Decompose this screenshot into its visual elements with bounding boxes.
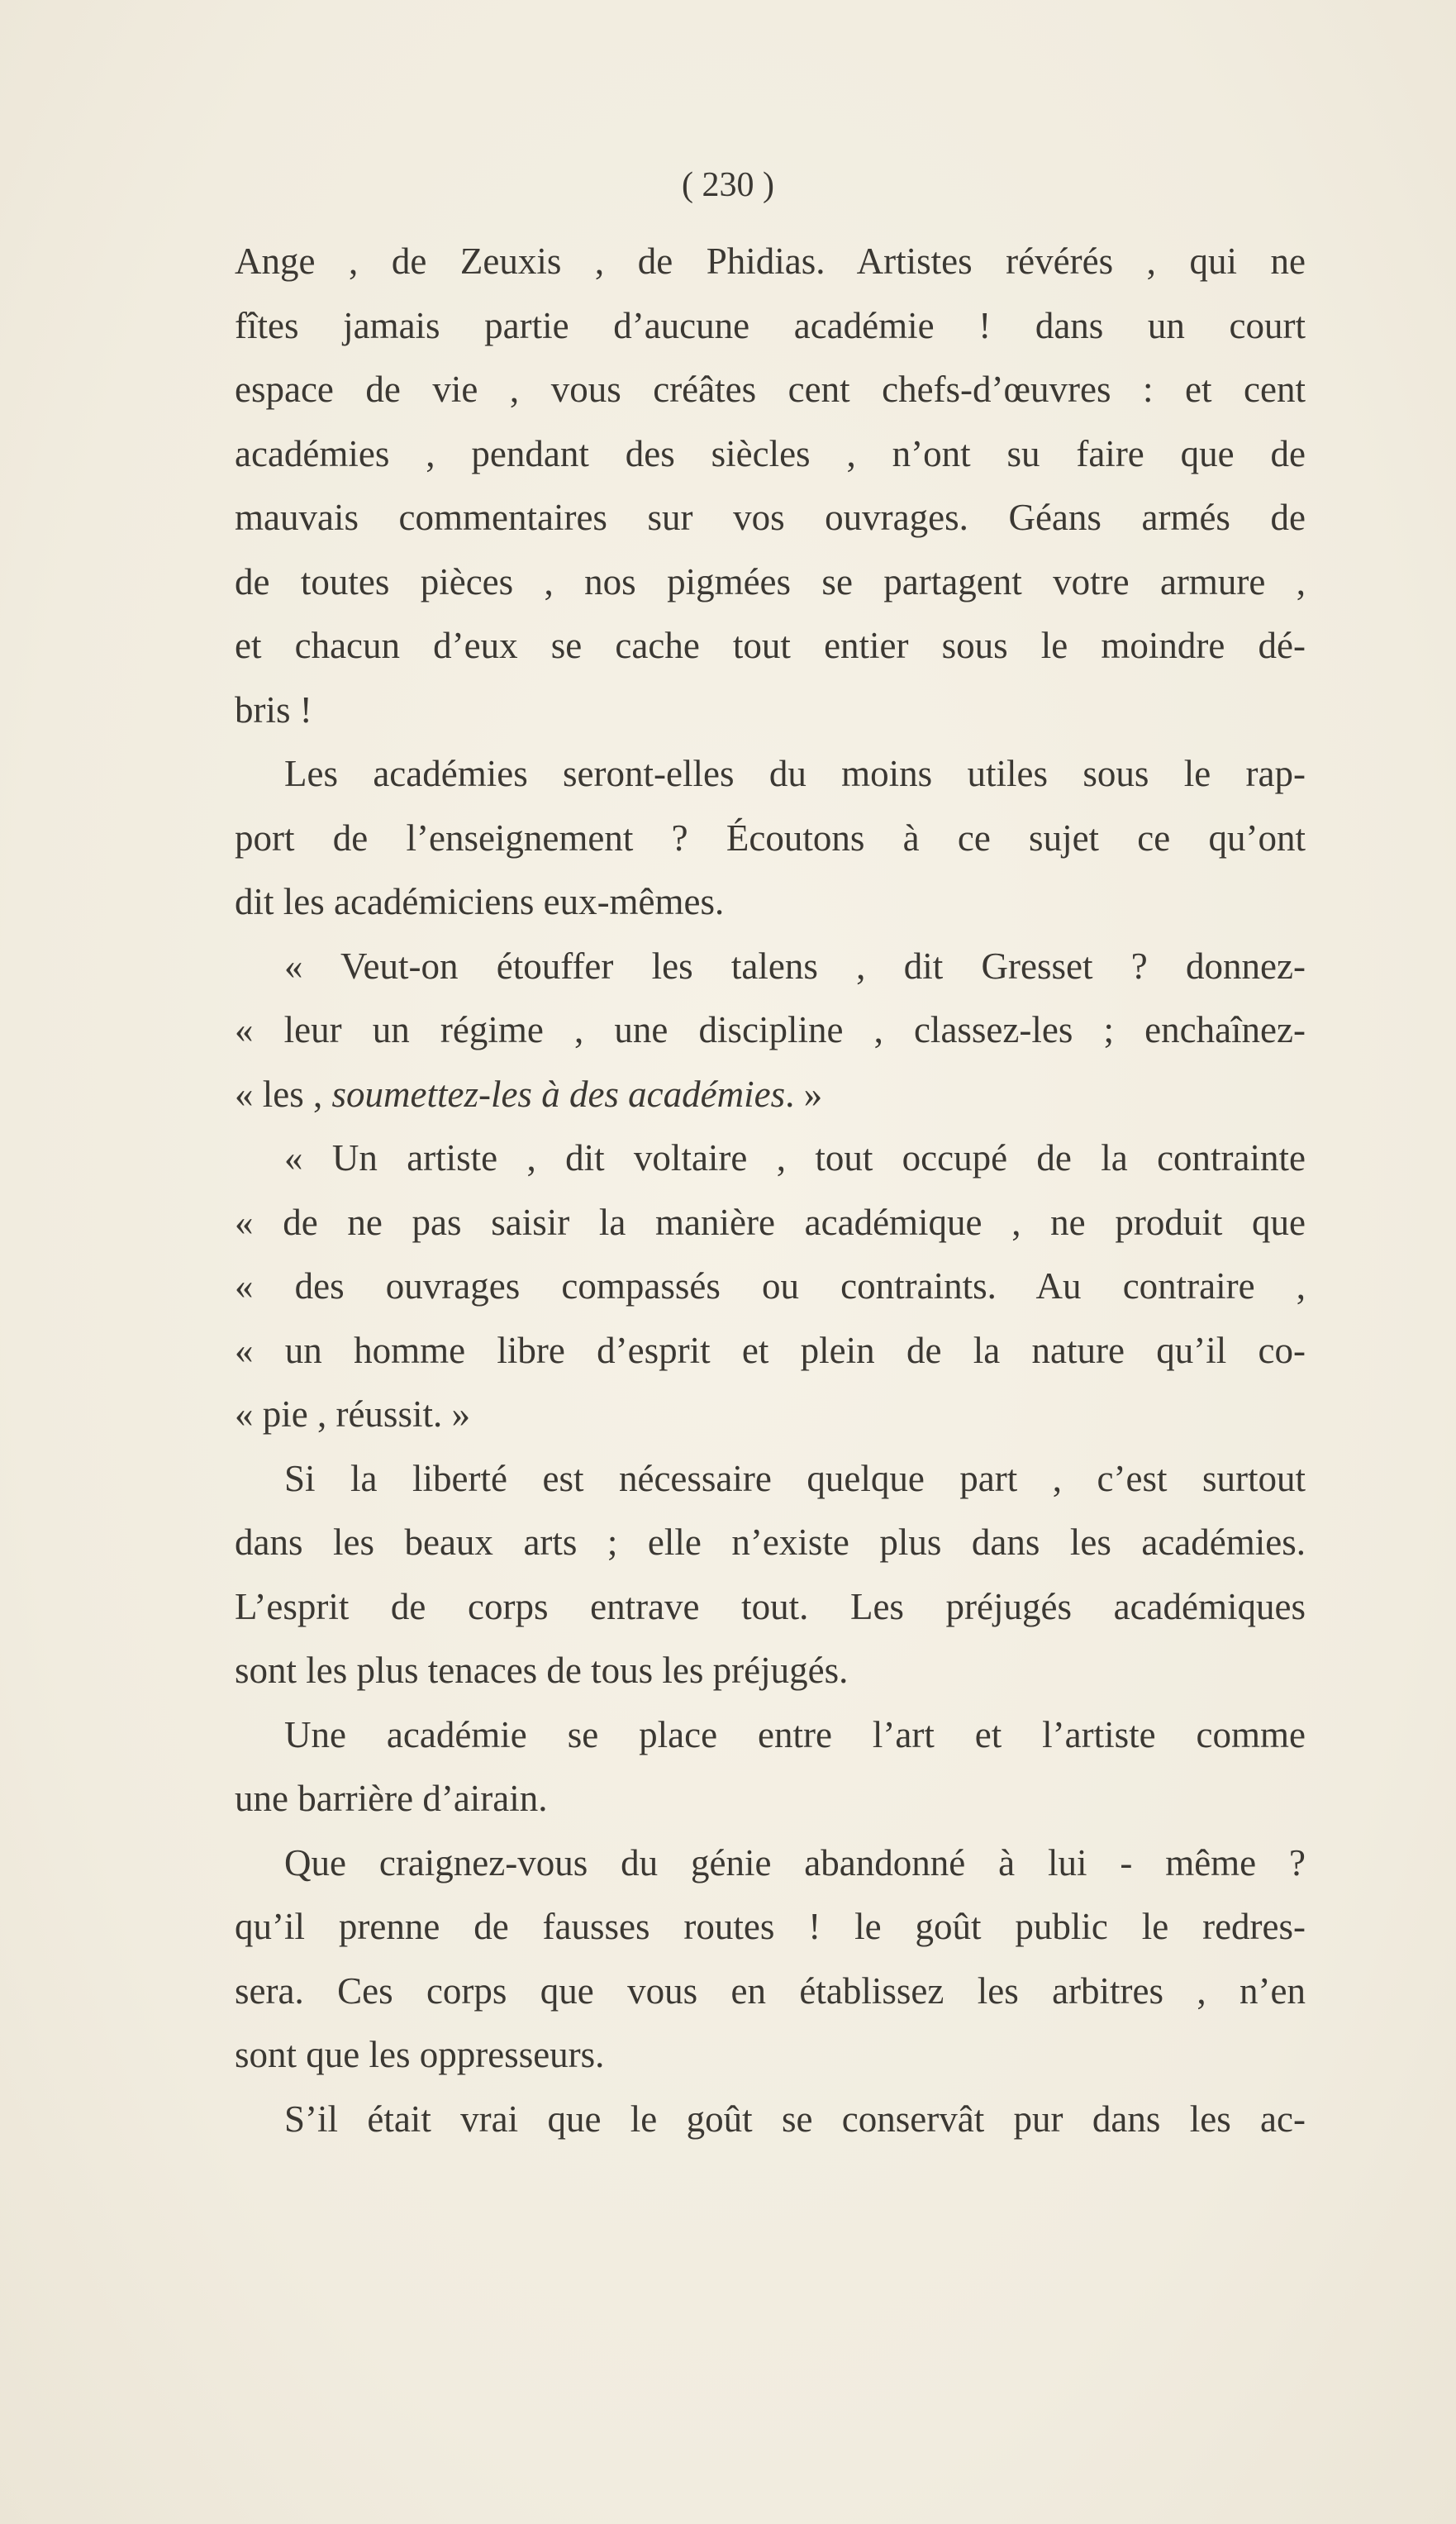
text-line: sera. Ces corps que vous en établissez les arbitres , n’en [235,1969,1306,2012]
text-line: dans les beaux arts ; elle n’existe plus dans les académies. [235,1522,1306,1563]
text-line: mauvais commentaires sur vos ouvrages. Géans armés de [235,497,1306,538]
text-line: « Un artiste , dit voltaire , tout occupé de la contrainte [284,1137,1306,1179]
text-line: sont les plus tenaces de tous les préjugés. [235,1650,849,1691]
text-line: Que craignez-vous du génie abandonné à lui - même ? [284,1841,1306,1883]
text-line: académies , pendant des siècles , n’ont su faire que de [235,432,1306,474]
text-line: bris ! [235,688,312,731]
text-segment: . » [785,1073,823,1115]
text-line: « pie , réussit. » [235,1393,470,1435]
text-line: de toutes pièces , nos pigmées se partagent votre armure , [235,560,1306,602]
text-line: une barrière d’airain. [235,1778,548,1819]
text-line: dit les académiciens eux-mêmes. [235,881,725,922]
text-line: Les académies seront-elles du moins utiles sous le rap- [284,753,1306,794]
text-line: « Veut-on étouffer les talens , dit Gresset ? donnez- [284,945,1306,987]
body-text [235,230,1306,2151]
text-line: « leur un régime , une discipline , classez-les ; enchaînez- [235,1009,1306,1050]
page-number: ( 230 ) [682,166,774,204]
text-line: port de l’enseignement ? Écoutons à ce sujet ce qu’ont [235,817,1306,859]
text-line: Ange , de Zeuxis , de Phidias. Artistes révérés , qui ne [235,240,1306,282]
text-line: et chacun d’eux se cache tout entier sous le moindre dé- [235,625,1306,666]
text-line: Si la liberté est nécessaire quelque part , c’est surtout [284,1457,1306,1499]
text-line: L’esprit de corps entrave tout. Les préjugés académiques [235,1585,1306,1627]
text-line: « des ouvrages compassés ou contraints. Au contraire , [235,1265,1306,1307]
text-line: « de ne pas saisir la manière académique , ne produit que [235,1201,1306,1243]
text-segment: « les , [235,1073,332,1115]
text-line: qu’il prenne de fausses routes ! le goût public le redres- [235,1906,1306,1947]
text-line: fîtes jamais partie d’aucune académie ! dans un court [235,304,1306,346]
text-line: sont que les oppresseurs. [235,2034,605,2075]
text-line: « un homme libre d’esprit et plein de la nature qu’il co- [235,1329,1306,1371]
text-line: S’il était vrai que le goût se conservât pur dans les ac- [284,2098,1306,2140]
text-line: espace de vie , vous créâtes cent chefs-d’œuvres : et cent [235,369,1306,410]
text-line: Une académie se place entre l’art et l’artiste comme [284,1713,1306,1755]
text-line [235,1063,1306,1127]
italic-phrase: soumettez-les à des académies [331,1073,786,1115]
